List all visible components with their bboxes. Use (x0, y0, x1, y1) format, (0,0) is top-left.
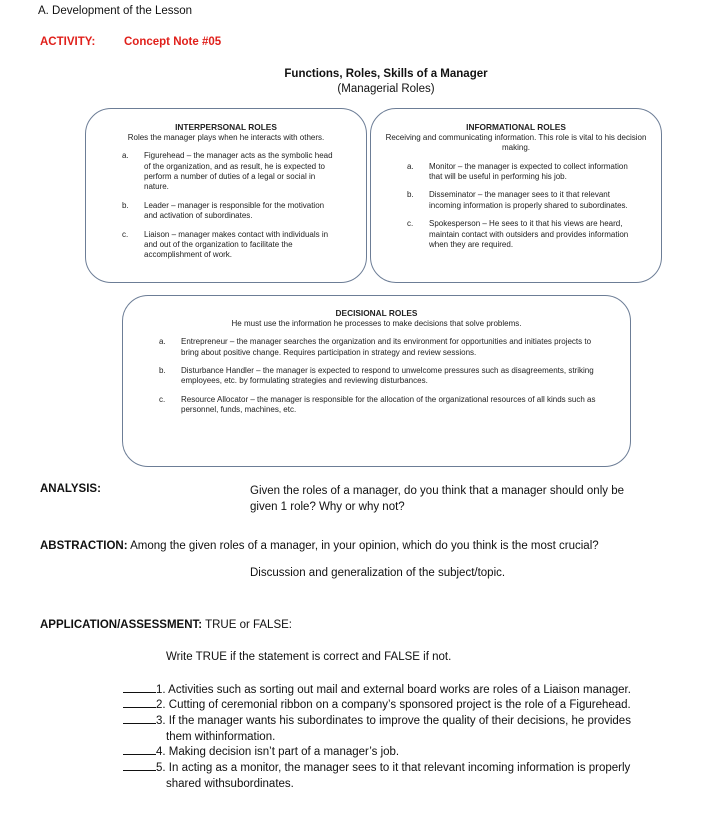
item-text: Monitor – the manager is expected to collect information that will be useful in performing his job. (429, 161, 628, 181)
answer-blank[interactable] (123, 696, 156, 708)
item-letter: b. (159, 365, 166, 375)
item-text: Liaison – manager makes contact with individuals in and out of the organization to facilitate the accomplishment of work. (144, 229, 329, 260)
question-text-cont: them withinformation. (166, 730, 276, 743)
question-item (123, 743, 663, 761)
section-title-text: A. Development of the Lesson (38, 5, 193, 17)
item-letter: a. (122, 151, 129, 161)
list-item (122, 230, 338, 261)
item-text: Resource Allocator – the manager is responsible for the allocation of the organizational resources of all kinds such as personnel, funds, machines, etc. (181, 394, 596, 415)
question-item (123, 759, 663, 792)
application-type: TRUE or FALSE: (205, 619, 292, 631)
interpersonal-roles-box (85, 108, 367, 283)
question-item (123, 712, 663, 745)
box-heading: INFORMATIONAL ROLES (466, 122, 566, 132)
list-item (407, 190, 643, 211)
list-item (122, 151, 338, 193)
item-letter: c. (407, 219, 414, 229)
abstraction-section (40, 540, 599, 552)
item-letter: c. (122, 229, 129, 239)
analysis-label: ANALYSIS: (40, 483, 101, 495)
abstraction-question: Among the given roles of a manager, in your opinion, which do you think is the most crucial? (130, 540, 599, 552)
box-heading: INTERPERSONAL ROLES (175, 122, 277, 132)
answer-blank[interactable] (123, 681, 156, 693)
item-text: Disseminator – the manager sees to it that relevant incoming information is properly shared to subordinates. (429, 190, 628, 210)
list-item (159, 395, 610, 416)
question-item (123, 696, 663, 714)
list-item (159, 337, 610, 358)
application-label: APPLICATION/ASSESSMENT: (40, 619, 203, 631)
analysis-question: Given the roles of a manager, do you think that a manager should only be given 1 role? Why or why not? (250, 485, 624, 513)
question-text: 3. If the manager wants his subordinates to improve the quality of their decisions, he provides (156, 715, 631, 727)
decisional-roles-box (122, 295, 631, 467)
item-text: Leader – manager is responsible for the motivation and activation of subordinates. (144, 200, 325, 221)
box-description: Receiving and communicating information. This role is vital to his decision making. (385, 132, 647, 153)
abstraction-note: Discussion and generalization of the subject/topic. (250, 567, 506, 579)
informational-roles-box (370, 108, 662, 283)
item-letter: a. (407, 161, 414, 171)
application-instruction: Write TRUE if the statement is correct and FALSE if not. (166, 651, 452, 663)
answer-blank[interactable] (123, 743, 156, 755)
list-item (159, 366, 610, 387)
item-letter: a. (159, 337, 166, 347)
box-description: Roles the manager plays when he interacts with others. (127, 132, 325, 142)
list-item (122, 201, 338, 222)
answer-blank[interactable] (123, 712, 156, 724)
box-heading: DECISIONAL ROLES (335, 308, 418, 318)
main-subtitle: (Managerial Roles) (337, 83, 435, 95)
answer-blank[interactable] (123, 759, 156, 771)
item-letter: b. (407, 190, 414, 200)
list-item (407, 219, 643, 250)
question-text: 2. Cutting of ceremonial ribbon on a company’s sponsored project is the role of a Figurehead. (156, 699, 631, 711)
item-text: Spokesperson – He sees to it that his views are heard, maintain contact with outsiders and provides information when they are required. (429, 219, 629, 249)
application-section (40, 619, 292, 631)
item-letter: c. (159, 394, 166, 404)
activity-title: Concept Note #05 (124, 36, 222, 48)
question-text: 4. Making decision isn’t part of a manager’s job. (156, 746, 400, 758)
question-text: 1. Activities such as sorting out mail and external board works are roles of a Liaison manager. (156, 684, 631, 696)
main-title: Functions, Roles, Skills of a Manager (284, 68, 488, 80)
item-text: Disturbance Handler – the manager is expected to respond to unwelcome pressures such as disagreements, striking employees, etc. by formulating strategies and reviewing disturbances. (181, 365, 594, 386)
section-title (38, 5, 192, 17)
box-description: He must use the information he processes to make decisions that solve problems. (231, 318, 522, 328)
list-item (407, 162, 643, 183)
activity-label: ACTIVITY: (40, 36, 96, 48)
item-letter: b. (122, 200, 129, 210)
item-text: Figurehead – the manager acts as the symbolic head of the organization, and as result, he is expected to perform a number of duties of a legal or social in nature. (144, 151, 333, 192)
abstraction-label: ABSTRACTION: (40, 540, 128, 552)
question-text: 5. In acting as a monitor, the manager sees to it that relevant incoming information is properly (156, 762, 631, 774)
question-text-cont: shared withsubordinates. (166, 777, 294, 790)
item-text: Entrepreneur – the manager searches the organization and its environment for opportunities and initiates projects to bring about positive change. Requires participation in strategy and review sessions. (181, 337, 592, 357)
